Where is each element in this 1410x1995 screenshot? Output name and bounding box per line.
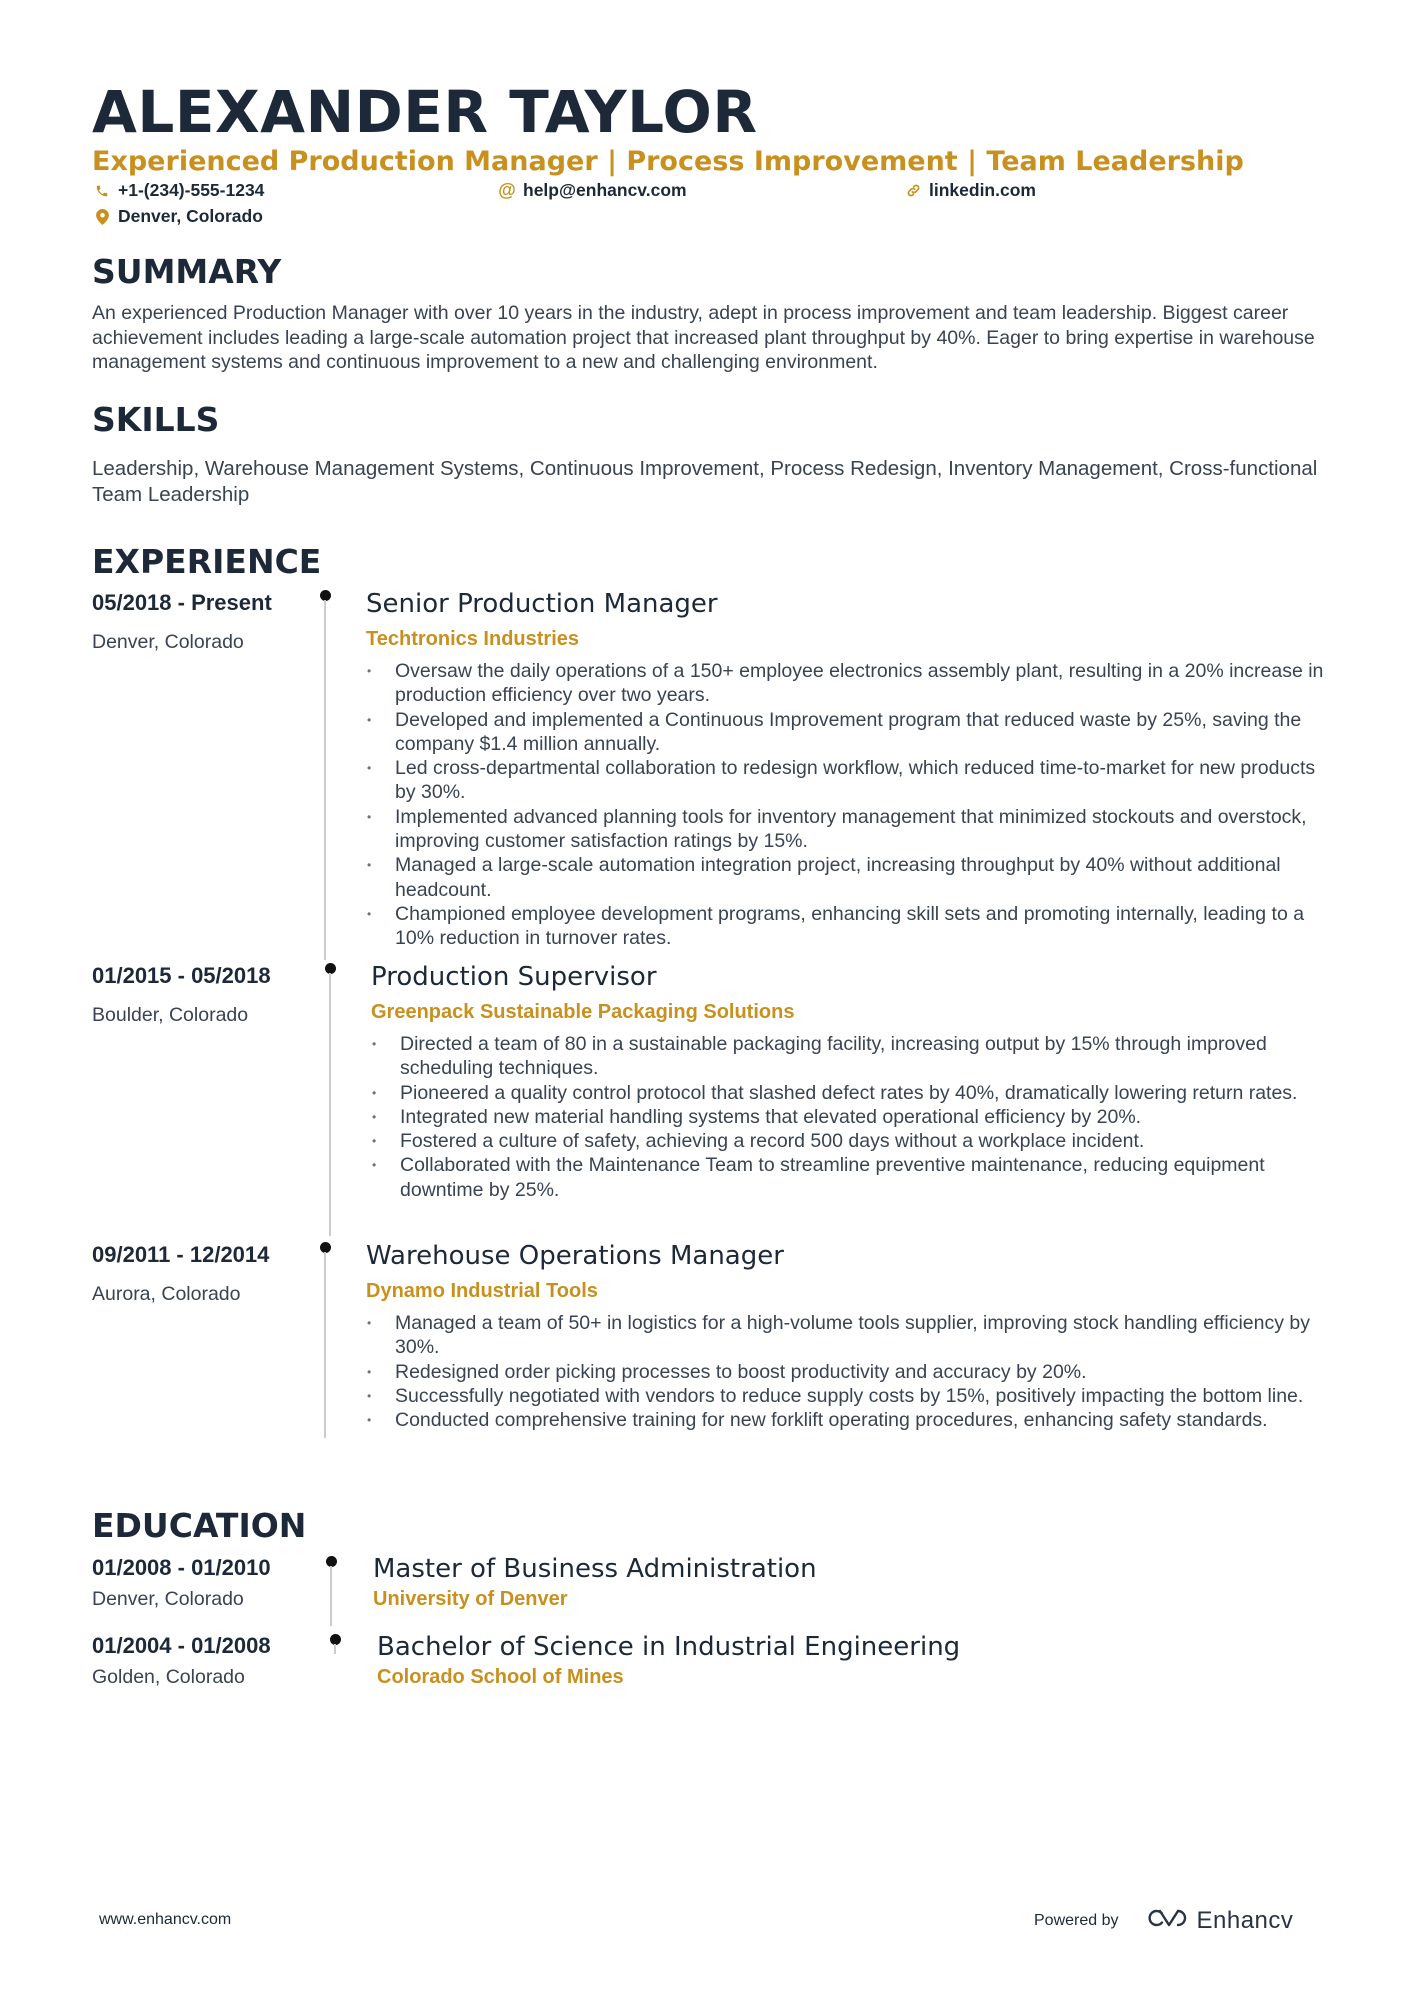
list-item: • Successfully negotiated with vendors to reduce supply costs by 15%, positively impacting the bottom line. <box>367 1384 1327 1408</box>
entry-location: Aurora, Colorado <box>92 1283 241 1305</box>
list-item: • Redesigned order picking processes to boost productivity and accuracy by 20%. <box>367 1360 1327 1384</box>
entry-dates: 01/2015 - 05/2018 <box>92 963 271 988</box>
list-item: • Conducted comprehensive training for new forklift operating procedures, enhancing safety standards. <box>367 1408 1327 1432</box>
entry-location: Golden, Colorado <box>92 1666 245 1688</box>
entry-dates: 01/2008 - 01/2010 <box>92 1555 271 1580</box>
enhancv-logo-icon <box>1145 1906 1191 1935</box>
link-icon <box>903 183 923 198</box>
footer-website[interactable]: www.enhancv.com <box>99 1911 232 1928</box>
powered-by-label: Powered by <box>1034 1911 1119 1929</box>
timeline-line <box>324 600 326 960</box>
location-pin-icon <box>92 209 112 225</box>
entry-location: Denver, Colorado <box>92 1588 244 1610</box>
timeline-line <box>324 1252 326 1438</box>
contact-email <box>497 180 687 201</box>
phone-text[interactable]: +1-(234)-555-1234 <box>118 180 265 200</box>
contact-phone <box>92 180 264 201</box>
job-title: Warehouse Operations Manager <box>366 1241 784 1271</box>
entry-location: Boulder, Colorado <box>92 1004 249 1026</box>
job-title: Production Supervisor <box>371 962 657 992</box>
brand-name: Enhancv <box>1196 1906 1294 1934</box>
timeline-line <box>334 1644 336 1654</box>
phone-icon <box>92 184 112 198</box>
list-item: • Developed and implemented a Continuous Improvement program that reduced waste by 25%, saving the company $1.4 million annually. <box>367 708 1327 757</box>
at-icon: @ <box>498 180 516 200</box>
timeline-line <box>329 973 331 1236</box>
email-text[interactable]: help@enhancv.com <box>523 180 687 200</box>
achievement-list <box>372 1032 1332 1202</box>
list-item: • Oversaw the daily operations of a 150+ employee electronics assembly plant, resulting in a 20% increase in production efficiency over two years. <box>367 659 1327 708</box>
achievement-list <box>367 659 1327 951</box>
location-text: Denver, Colorado <box>118 206 263 226</box>
candidate-name: ALEXANDER TAYLOR <box>92 78 758 146</box>
entry-dates: 01/2004 - 01/2008 <box>92 1633 271 1658</box>
list-item: • Championed employee development programs, enhancing skill sets and promoting internally, leading to a 10% reduction in turnover rates. <box>367 902 1327 951</box>
list-item: • Managed a team of 50+ in logistics for a high-volume tools supplier, improving stock handling efficiency by 30%. <box>367 1311 1327 1360</box>
list-item: • Led cross-departmental collaboration to redesign workflow, which reduced time-to-market for new products by 30%. <box>367 756 1327 805</box>
education-heading: EDUCATION <box>92 1506 307 1545</box>
list-item: • Implemented advanced planning tools for inventory management that minimized stockouts and overstock, improving customer satisfaction ratings by 15%. <box>367 805 1327 854</box>
entry-dates: 05/2018 - Present <box>92 590 272 615</box>
entry-location: Denver, Colorado <box>92 631 244 653</box>
degree-title: Master of Business Administration <box>373 1554 817 1584</box>
timeline-line <box>330 1566 332 1626</box>
degree-title: Bachelor of Science in Industrial Engineering <box>377 1632 961 1662</box>
company-name: Dynamo Industrial Tools <box>366 1280 598 1302</box>
skills-heading: SKILLS <box>92 400 220 439</box>
candidate-headline: Experienced Production Manager | Process Improvement | Team Leadership <box>92 146 1244 177</box>
list-item: • Managed a large-scale automation integration project, increasing throughput by 40% without additional headcount. <box>367 853 1327 902</box>
list-item: • Collaborated with the Maintenance Team to streamline preventive maintenance, reducing equipment downtime by 25%. <box>372 1153 1332 1202</box>
school-name: Colorado School of Mines <box>377 1666 624 1688</box>
list-item: • Fostered a culture of safety, achieving a record 500 days without a workplace incident. <box>372 1129 1332 1153</box>
company-name: Techtronics Industries <box>366 628 580 650</box>
summary-text: An experienced Production Manager with over 10 years in the industry, adept in process improvement and team leadership. Biggest career achievement includes leading a large-scale automation project that increased plant throughput by 40%. Eager to bring expertise in warehouse management systems and continuous improvement to a new and challenging environment. <box>92 302 1315 373</box>
company-name: Greenpack Sustainable Packaging Solutions <box>371 1001 795 1023</box>
website-text[interactable]: linkedin.com <box>929 180 1036 200</box>
contact-website <box>903 180 1036 201</box>
job-title: Senior Production Manager <box>366 589 718 619</box>
entry-dates: 09/2011 - 12/2014 <box>92 1242 270 1267</box>
achievement-list <box>367 1311 1327 1432</box>
list-item: • Integrated new material handling systems that elevated operational efficiency by 20%. <box>372 1105 1332 1129</box>
contact-location <box>92 206 263 227</box>
school-name: University of Denver <box>373 1588 568 1610</box>
list-item: • Directed a team of 80 in a sustainable packaging facility, increasing output by 15% through improved scheduling techniques. <box>372 1032 1332 1081</box>
summary-heading: SUMMARY <box>92 252 282 291</box>
skills-text: Leadership, Warehouse Management Systems, Continuous Improvement, Process Redesign, Inventory Management, Cross-functional Team Leadership <box>92 457 1318 506</box>
list-item: • Pioneered a quality control protocol that slashed defect rates by 40%, dramatically lowering return rates. <box>372 1081 1332 1105</box>
experience-heading: EXPERIENCE <box>92 542 322 581</box>
footer-branding <box>1034 1906 1293 1935</box>
